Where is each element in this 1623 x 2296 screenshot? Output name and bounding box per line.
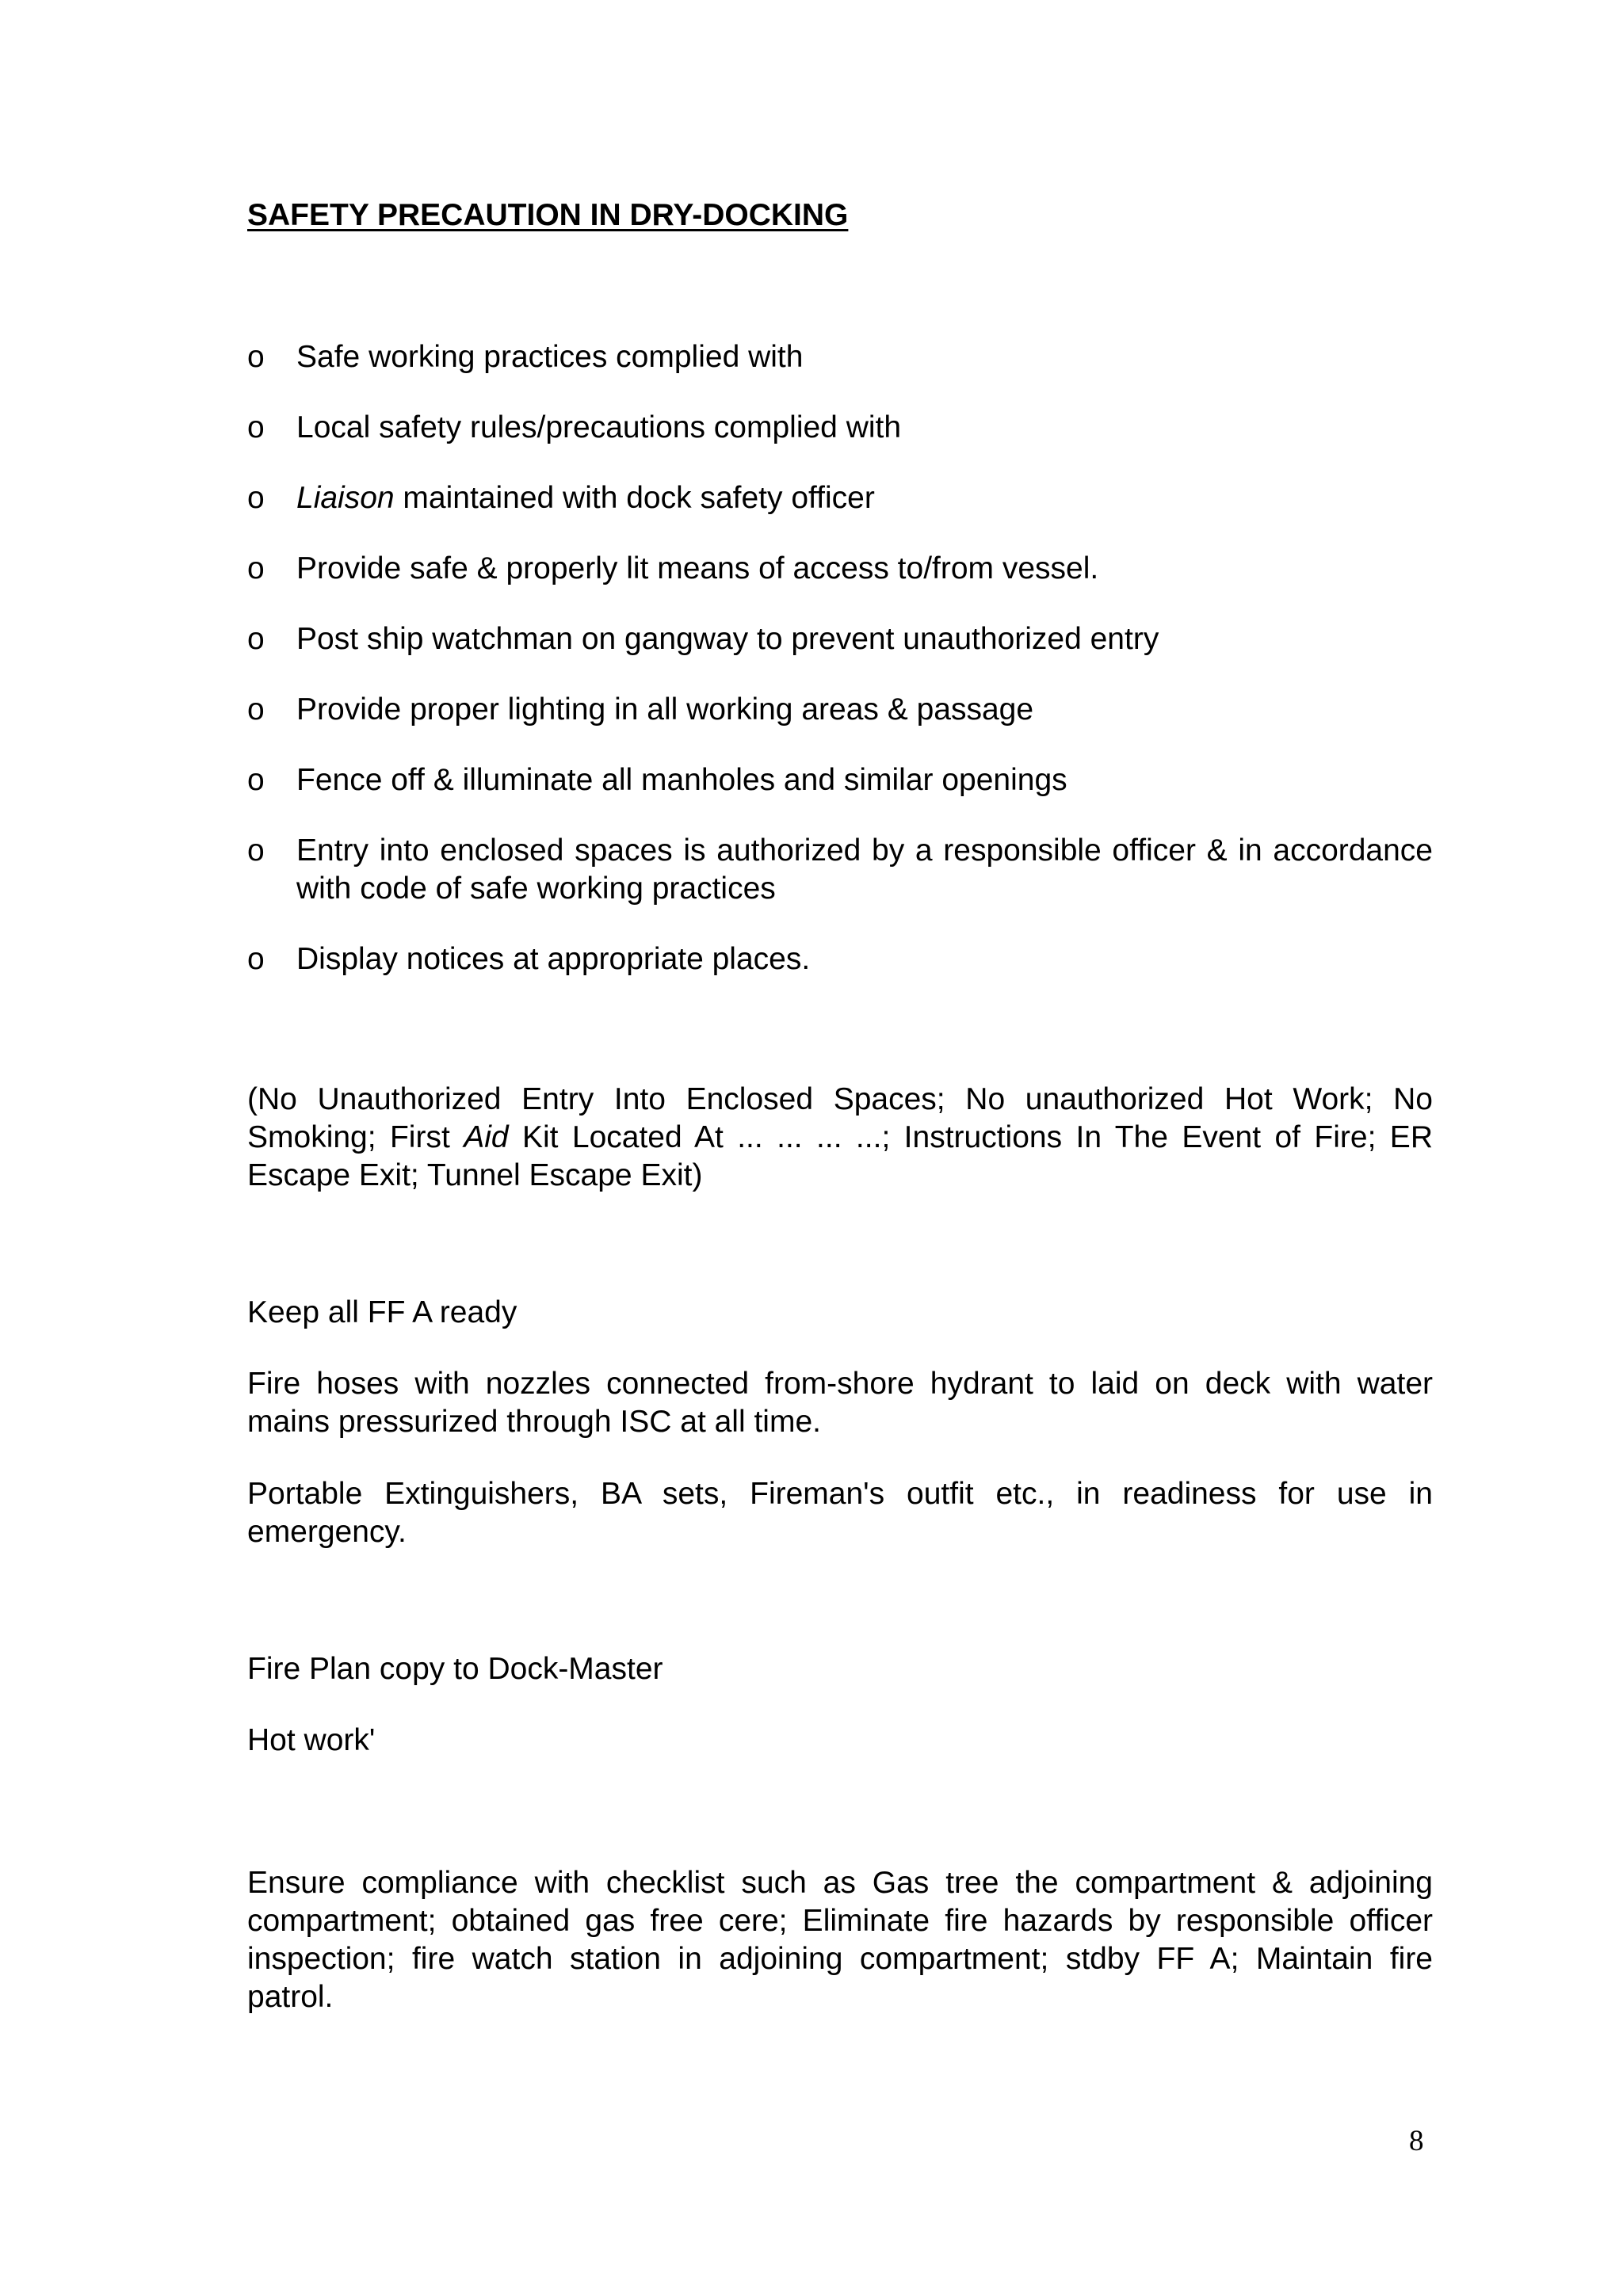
bullet-icon: o [247, 692, 265, 727]
list-item [247, 691, 1433, 729]
bullet-icon: o [247, 481, 265, 515]
bullet-icon: o [247, 551, 265, 585]
hot-work-heading: Hot work' [247, 1723, 376, 1757]
extinguishers-paragraph: Portable Extinguishers, BA sets, Fireman's outfit etc., in readiness for use in emergency. [247, 1477, 1433, 1549]
list-item-text: Provide safe & properly lit means of access to/from vessel. [296, 551, 1099, 585]
bullet-icon: o [247, 763, 265, 797]
list-item [247, 479, 1433, 517]
page-title: SAFETY PRECAUTION IN DRY-DOCKING [247, 198, 849, 232]
bullet-icon: o [247, 942, 265, 976]
hot-work-paragraph: Ensure compliance with checklist such as Gas tree the compartment & adjoining compartment; obtained gas free cere; Eliminate fire hazards by responsible officer inspection; fire watch station in adjoining compartment; stdby FF A; Maintain fire patrol. [247, 1866, 1433, 2014]
list-item [247, 832, 1433, 908]
list-item-text: Display notices at appropriate places. [296, 942, 811, 976]
list-item [247, 550, 1433, 588]
list-item-text: Local safety rules/precautions complied with [296, 410, 902, 444]
fire-plan-line: Fire Plan copy to Dock-Master [247, 1652, 663, 1686]
fire-readiness-line: Keep all FF A ready [247, 1295, 517, 1329]
list-item [247, 940, 1433, 978]
safety-checklist [247, 338, 1433, 1011]
list-item-text: maintained with dock safety officer [394, 481, 875, 515]
list-item-text: Safe working practices complied with [296, 340, 804, 374]
bullet-icon: o [247, 622, 265, 656]
list-item [247, 761, 1433, 799]
list-item-text: Entry into enclosed spaces is authorized by a responsible officer & in accordance with code of safe working practices [296, 833, 1433, 906]
list-item-text: Post ship watchman on gangway to prevent unauthorized entry [296, 622, 1159, 656]
list-item [247, 338, 1433, 376]
list-item-text: Provide proper lighting in all working areas & passage [296, 692, 1034, 727]
notices-text-end: Kit Located At ... ... ... ...; Instructions In The Event of Fire; ER Escape Exit; Tunnel Escape Exit) [247, 1120, 1433, 1192]
list-item-text: Fence off & illuminate all manholes and similar openings [296, 763, 1067, 797]
notices-paragraph [247, 1081, 1433, 1195]
fire-hoses-paragraph: Fire hoses with nozzles connected from-shore hydrant to laid on deck with water mains pressurized through ISC at all time. [247, 1367, 1433, 1439]
list-item [247, 620, 1433, 658]
bullet-icon: o [247, 833, 265, 868]
page-number: 8 [1409, 2125, 1424, 2157]
bullet-icon: o [247, 340, 265, 374]
notices-text-start: (No Unauthorized Entry Into Enclosed Spaces; No unauthorized Hot Work; No Smoking; First [247, 1082, 1433, 1154]
list-item [247, 409, 1433, 447]
list-item-italic-text: Liaison [296, 481, 395, 515]
bullet-icon: o [247, 410, 265, 444]
notices-italic-text: Aid [464, 1120, 509, 1154]
